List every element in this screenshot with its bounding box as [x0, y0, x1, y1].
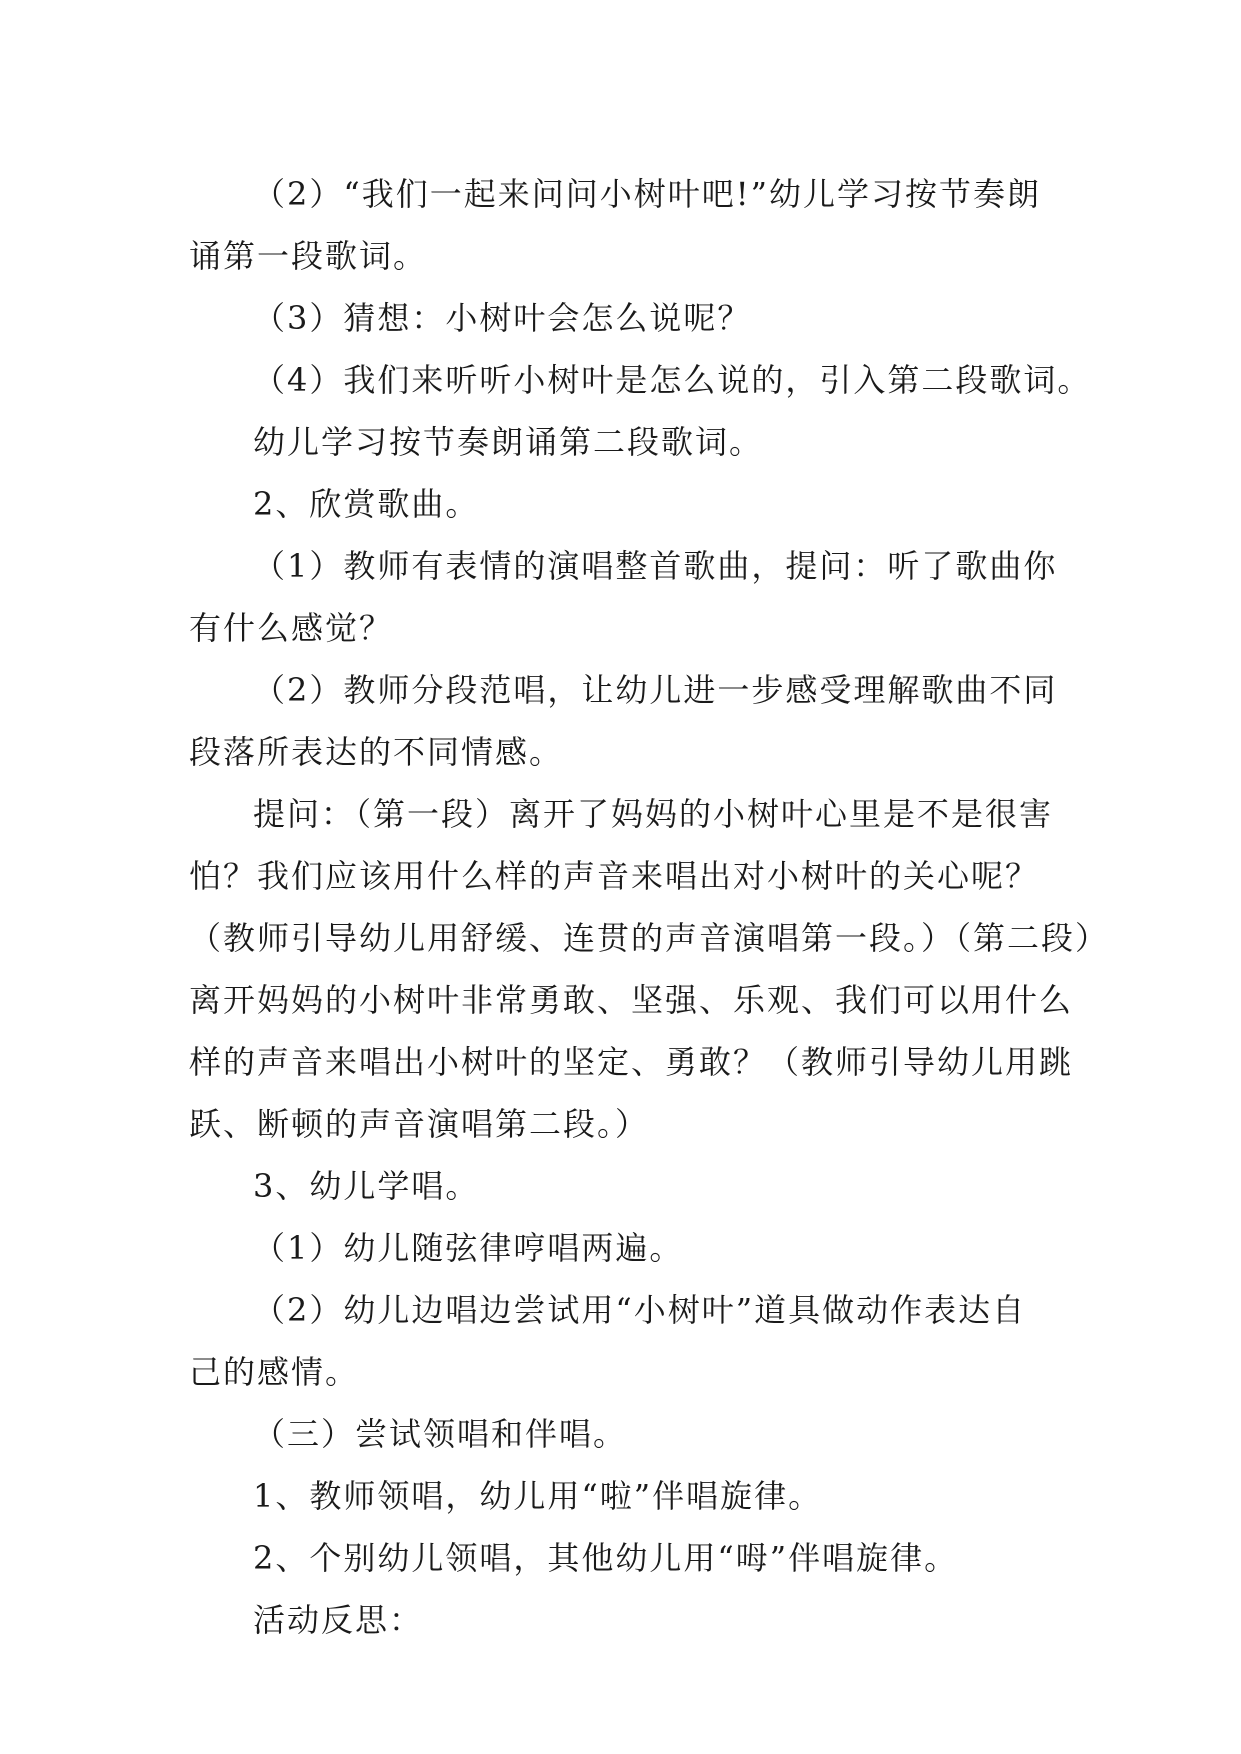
text-line: （1）教师有表情的演唱整首歌曲，提问：听了歌曲你: [253, 547, 1058, 585]
text-line: 段落所表达的不同情感。: [189, 733, 564, 771]
text-line: 提问：（第一段）离开了妈妈的小树叶心里是不是很害: [253, 795, 1054, 833]
text-line: 幼儿学习按节奏朗诵第二段歌词。: [253, 423, 764, 461]
text-line: （教师引导幼儿用舒缓、连贯的声音演唱第一段。）（第二段）: [189, 919, 1110, 957]
text-line: 怕？我们应该用什么样的声音来唱出对小树叶的关心呢？: [189, 857, 1040, 895]
text-line: （4）我们来听听小树叶是怎么说的，引入第二段歌词。: [253, 361, 1092, 399]
text-line: （三）尝试领唱和伴唱。: [253, 1415, 628, 1453]
text-line: 有什么感觉？: [189, 609, 394, 647]
text-line: 1、教师领唱，幼儿用“啦”伴唱旋律。: [253, 1477, 823, 1515]
text-line: 活动反思：: [253, 1601, 424, 1639]
text-line: （2）“我们一起来问问小树叶吧!”幼儿学习按节奏朗: [253, 175, 1041, 213]
text-line: 样的声音来唱出小树叶的坚定、勇敢？（教师引导幼儿用跳: [189, 1043, 1074, 1081]
document-body: [189, 163, 1110, 1651]
text-line: 己的感情。: [189, 1353, 360, 1391]
text-line: （3）猜想：小树叶会怎么说呢？: [253, 299, 752, 337]
text-line: 跃、断顿的声音演唱第二段。）: [189, 1105, 650, 1143]
text-line: 离开妈妈的小树叶非常勇敢、坚强、乐观、我们可以用什么: [189, 981, 1074, 1019]
text-line: （2）幼儿边唱边尝试用“小树叶”道具做动作表达自: [253, 1291, 1027, 1329]
text-line: （1）幼儿随弦律哼唱两遍。: [253, 1229, 684, 1267]
text-line: 3、幼儿学唱。: [253, 1167, 480, 1205]
text-line: 诵第一段歌词。: [189, 237, 428, 275]
text-line: 2、欣赏歌曲。: [253, 485, 480, 523]
text-line: （2）教师分段范唱，让幼儿进一步感受理解歌曲不同: [253, 671, 1058, 709]
text-line: 2、个别幼儿领唱，其他幼儿用“呣”伴唱旋律。: [253, 1539, 959, 1577]
